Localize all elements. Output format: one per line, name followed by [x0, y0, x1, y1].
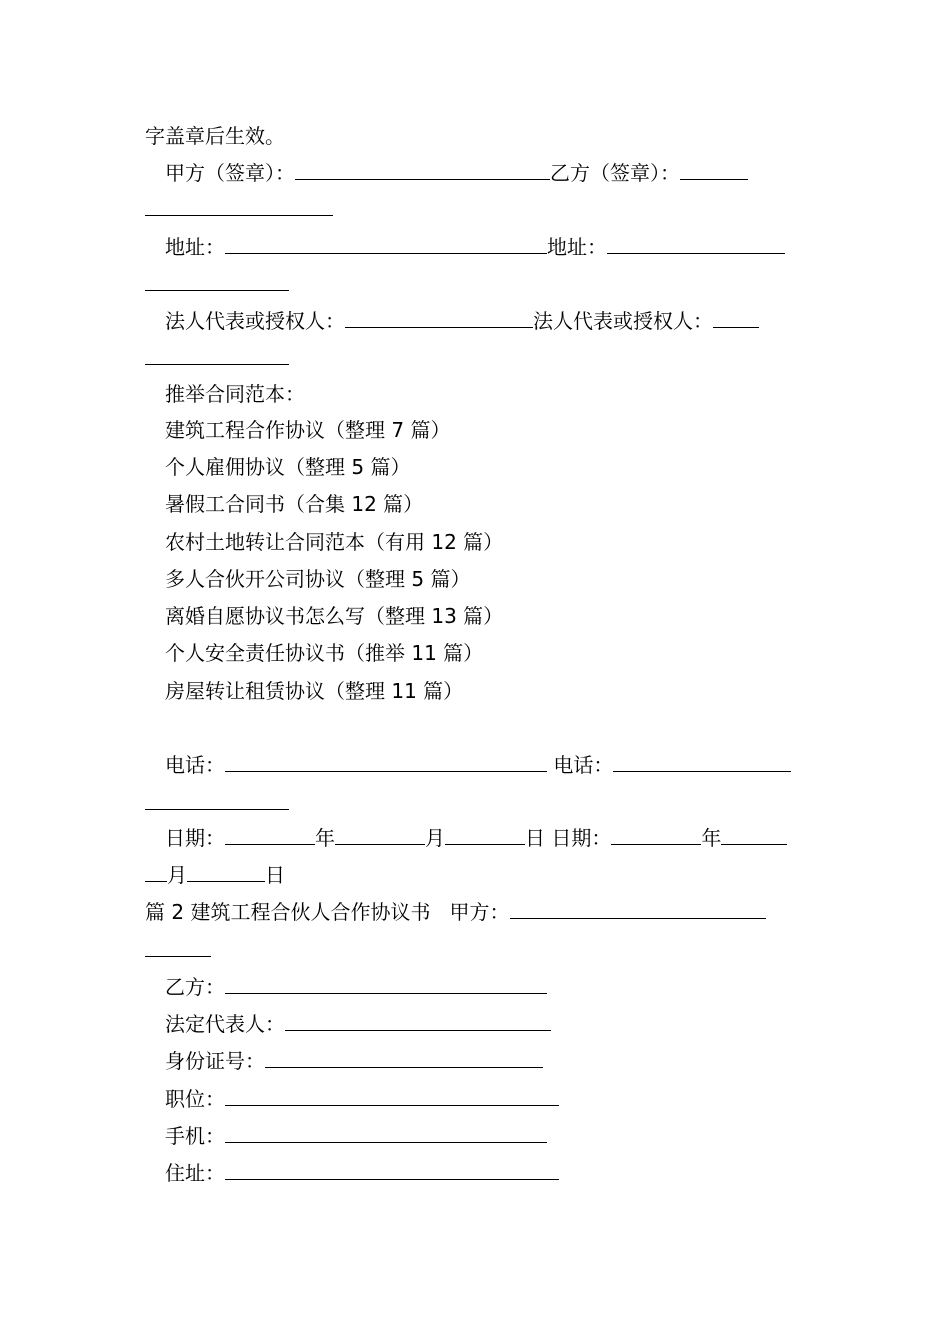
party-b-month-blank[interactable]	[721, 822, 787, 845]
party-b-rep-blank-cont[interactable]	[145, 342, 289, 365]
party-b-blank[interactable]	[225, 971, 547, 994]
recommend-link-text[interactable]: 建筑工程合作协议（整理 7 篇）	[165, 418, 451, 442]
position-blank[interactable]	[225, 1083, 559, 1106]
recommend-link-text[interactable]: 个人安全责任协议书（推举 11 篇）	[165, 641, 484, 665]
recommend-link[interactable]	[165, 564, 810, 594]
recommend-link-text[interactable]: 个人雇佣协议（整理 5 篇）	[165, 455, 411, 479]
party-a-rep-label: 法人代表或授权人：	[165, 309, 345, 333]
recommend-link[interactable]	[165, 638, 810, 668]
recommend-link[interactable]	[165, 601, 810, 631]
date-line-cont	[145, 859, 810, 889]
party-a-phone-blank[interactable]	[225, 749, 547, 772]
party-b-address-blank[interactable]	[607, 231, 785, 254]
phone-line-cont	[145, 787, 810, 817]
party-a-sign-label: 甲方（签章）：	[165, 161, 295, 185]
recommend-link-text[interactable]: 房屋转让租赁协议（整理 11 篇）	[165, 679, 464, 703]
section2-title-line-cont	[145, 934, 810, 964]
mobile-blank[interactable]	[225, 1120, 547, 1143]
phone-line	[165, 749, 810, 779]
rep-line	[165, 305, 810, 335]
section2-party-a-label: 甲方：	[449, 900, 510, 924]
party-b-rep-blank[interactable]	[713, 305, 759, 328]
party-b-year-blank[interactable]	[611, 822, 701, 845]
party-a-sign-blank[interactable]	[295, 157, 550, 180]
legal-rep-line	[165, 1008, 810, 1038]
recommend-link-text[interactable]: 暑假工合同书（合集 12 篇）	[165, 492, 424, 516]
residence-blank[interactable]	[225, 1157, 559, 1180]
signature-line-cont	[145, 193, 810, 223]
recommend-link-text[interactable]: 多人合伙开公司协议（整理 5 篇）	[165, 567, 471, 591]
legal-rep-blank[interactable]	[285, 1008, 551, 1031]
id-blank[interactable]	[265, 1045, 543, 1068]
recommend-link[interactable]	[165, 415, 810, 445]
party-b-phone-label: 电话：	[553, 753, 614, 777]
party-b-address-label: 地址：	[547, 235, 607, 259]
party-a-day-blank[interactable]	[445, 822, 525, 845]
party-b-date-label: 日期：	[551, 826, 612, 850]
party-a-date-label: 日期：	[165, 826, 225, 850]
address-line	[165, 231, 810, 261]
party-b-phone-blank[interactable]	[613, 749, 791, 772]
party-b-sign-blank-cont[interactable]	[145, 193, 333, 216]
party-a-phone-label: 电话：	[165, 753, 225, 777]
effect-text: 字盖章后生效。	[145, 124, 285, 148]
rep-line-cont	[145, 342, 810, 372]
party-a-address-label: 地址：	[165, 235, 225, 259]
recommend-heading-text: 推举合同范本：	[165, 382, 305, 406]
residence-line	[165, 1157, 810, 1187]
year-label: 年	[701, 826, 722, 850]
mobile-line	[165, 1120, 810, 1150]
party-b-label: 乙方：	[165, 975, 225, 999]
month-label: 月	[167, 863, 187, 887]
effect-clause	[145, 121, 810, 151]
party-b-phone-blank-cont[interactable]	[145, 787, 289, 810]
id-label: 身份证号：	[165, 1049, 265, 1073]
mobile-label: 手机：	[165, 1124, 225, 1148]
signature-line	[165, 157, 810, 187]
day-label: 日	[525, 826, 545, 850]
party-a-year-blank[interactable]	[225, 822, 315, 845]
recommend-link[interactable]	[165, 452, 810, 482]
party-b-sign-blank[interactable]	[680, 157, 748, 180]
recommend-link[interactable]	[165, 527, 810, 557]
section2-title: 篇 2 建筑工程合伙人合作协议书	[145, 900, 431, 924]
section2-party-a-blank[interactable]	[510, 896, 766, 919]
day-label: 日	[265, 863, 285, 887]
month-label: 月	[425, 826, 445, 850]
residence-label: 住址：	[165, 1161, 225, 1185]
position-label: 职位：	[165, 1087, 225, 1111]
recommend-link-text[interactable]: 农村土地转让合同范本（有用 12 篇）	[165, 530, 504, 554]
party-a-month-blank[interactable]	[335, 822, 425, 845]
recommend-link[interactable]	[165, 489, 810, 519]
party-a-address-blank[interactable]	[225, 231, 547, 254]
recommend-heading	[165, 379, 810, 409]
year-label: 年	[315, 826, 335, 850]
date-line	[165, 822, 810, 852]
recommend-link-text[interactable]: 离婚自愿协议书怎么写（整理 13 篇）	[165, 604, 504, 628]
section2-title-line	[145, 896, 810, 926]
address-line-cont	[145, 268, 810, 298]
party-a-rep-blank[interactable]	[345, 305, 533, 328]
legal-rep-label: 法定代表人：	[165, 1012, 285, 1036]
recommend-link[interactable]	[165, 676, 810, 706]
party-b-line	[165, 971, 810, 1001]
section2-party-a-blank-cont[interactable]	[145, 934, 211, 957]
party-b-month-blank-cont[interactable]	[145, 859, 167, 882]
position-line	[165, 1083, 810, 1113]
party-b-address-blank-cont[interactable]	[145, 268, 289, 291]
id-line	[165, 1045, 810, 1075]
party-b-day-blank[interactable]	[187, 859, 265, 882]
party-b-sign-label: 乙方（签章）：	[550, 161, 680, 185]
party-b-rep-label: 法人代表或授权人：	[533, 309, 713, 333]
